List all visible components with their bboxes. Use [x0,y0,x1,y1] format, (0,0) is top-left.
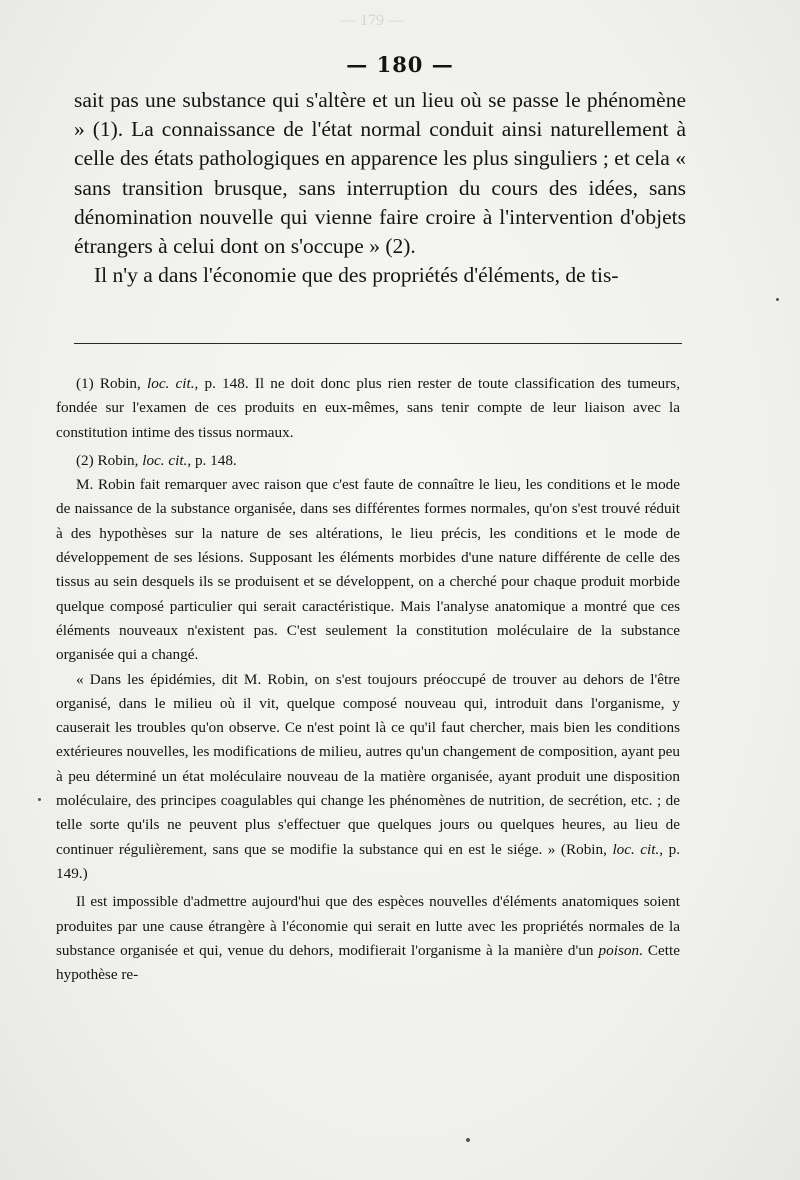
main-text [74,86,686,290]
footnote-2-ref: (2) Robin, [76,451,143,469]
main-paragraph-1: sait pas une substance qui s'altère et un lieu où se passe le phénomène » (1). La connaissance de l'état normal conduit ainsi naturellement à celle des états pathologiques en apparence les plus singuliers ; et cela « sans transition brusque, sans interruption du cours des idées, sans dénomination nouvelle qui vienne faire croire à l'intervention d'objets étrangers à celui dont on s'occupe » (2). [74,88,686,259]
paper-speck [466,1138,470,1142]
note-quote-citation: loc. cit. [612,840,660,858]
page-number: — 180 — [346,52,454,77]
paper-speck [776,298,779,301]
footnote-1-text: , p. 148. Il ne doit donc plus rien rester de toute classification des tumeurs, fondée sur l'examen de ces produits en eux-mêmes, sans tenir compte de leur liaison avec la constitution intime des tissus normaux. [56,375,681,441]
note-paragraph-robin: M. Robin fait remarquer avec raison que c'est faute de connaître le lieu, les conditions et le mode de naissance de la substance organisée, dans ses différentes formes normales, qu'on s'est trouvé réduit à des hypothèses sur la nature de ses altérations, le lieu précis, les conditions et le mode de développement de ses lésions. Supposant les éléments morbides d'une nature différente de celle des tissus au sein desquels ils se produisent et se développent, on a cherché pour chaque produit morbide quelque composé particulier qui serait caractéristique. Mais l'analyse anatomique a montré que ces éléments nouveaux n'existent pas. C'est seulement la constitution moléculaire de la substance organisée qui a changé. [56,476,680,664]
note-quote-page: , p. 149.) [56,840,681,882]
footnote-2-citation: loc. cit. [142,451,188,469]
note-hypothese-italic: poison [598,941,640,959]
paper-speck [38,798,41,801]
footnotes [56,372,680,987]
footnote-1-citation: loc. cit. [147,375,195,392]
note-paragraph-epidemies [56,668,680,887]
main-paragraph-2: Il n'y a dans l'économie que des propriétés d'éléments, de tis- [94,263,619,288]
note-quote-text: « Dans les épidémies, dit M. Robin, on s'est toujours préoccupé de trouver au dehors de l'être organisé, dans le milieu où il vit, quelque composé nouveau qui, introduit dans l'organisme, y causerait les troubles qu'on observe. Ce n'est point là ce qu'il faut chercher, mais bien les conditions extérieures nouvelles, les modifications de milieu, autres qu'un changement de composition, ayant peu à peu déterminé un état moléculaire nouveau de la matière organisée, ayant produit une disposition moléculaire, des principes coagulables qui change les phénomènes de nutrition, de secrétion, etc. ; de telle sorte qu'ils ne peuvent plus s'effectuer que quelques jours ou quelques heures, au lieu de continuer régulièrement, sans que se modifie la substance qui en est le siége. » (Robin, [56,670,680,858]
bleed-through-page-number: — 179 — [340,12,404,29]
footnote-2 [56,449,680,473]
note-hypothese-text: Il est impossible d'admettre aujourd'hui que des espèces nouvelles d'éléments anatomiques soient produites par une cause étrangère à l'économie qui serait en lutte avec les propriétés normales de la substance organisée et qui, venue du dehors, modifierait l'organisme à la manière d'un [56,893,680,959]
footnote-divider [74,343,682,344]
footnote-2-text: , p. 148. [187,451,237,469]
footnote-1-ref: (1) Robin, [76,375,147,392]
footnote-1 [56,372,680,445]
note-hypothese-end: . Cette hypothèse re- [56,941,680,984]
note-paragraph-hypothese [56,890,680,987]
